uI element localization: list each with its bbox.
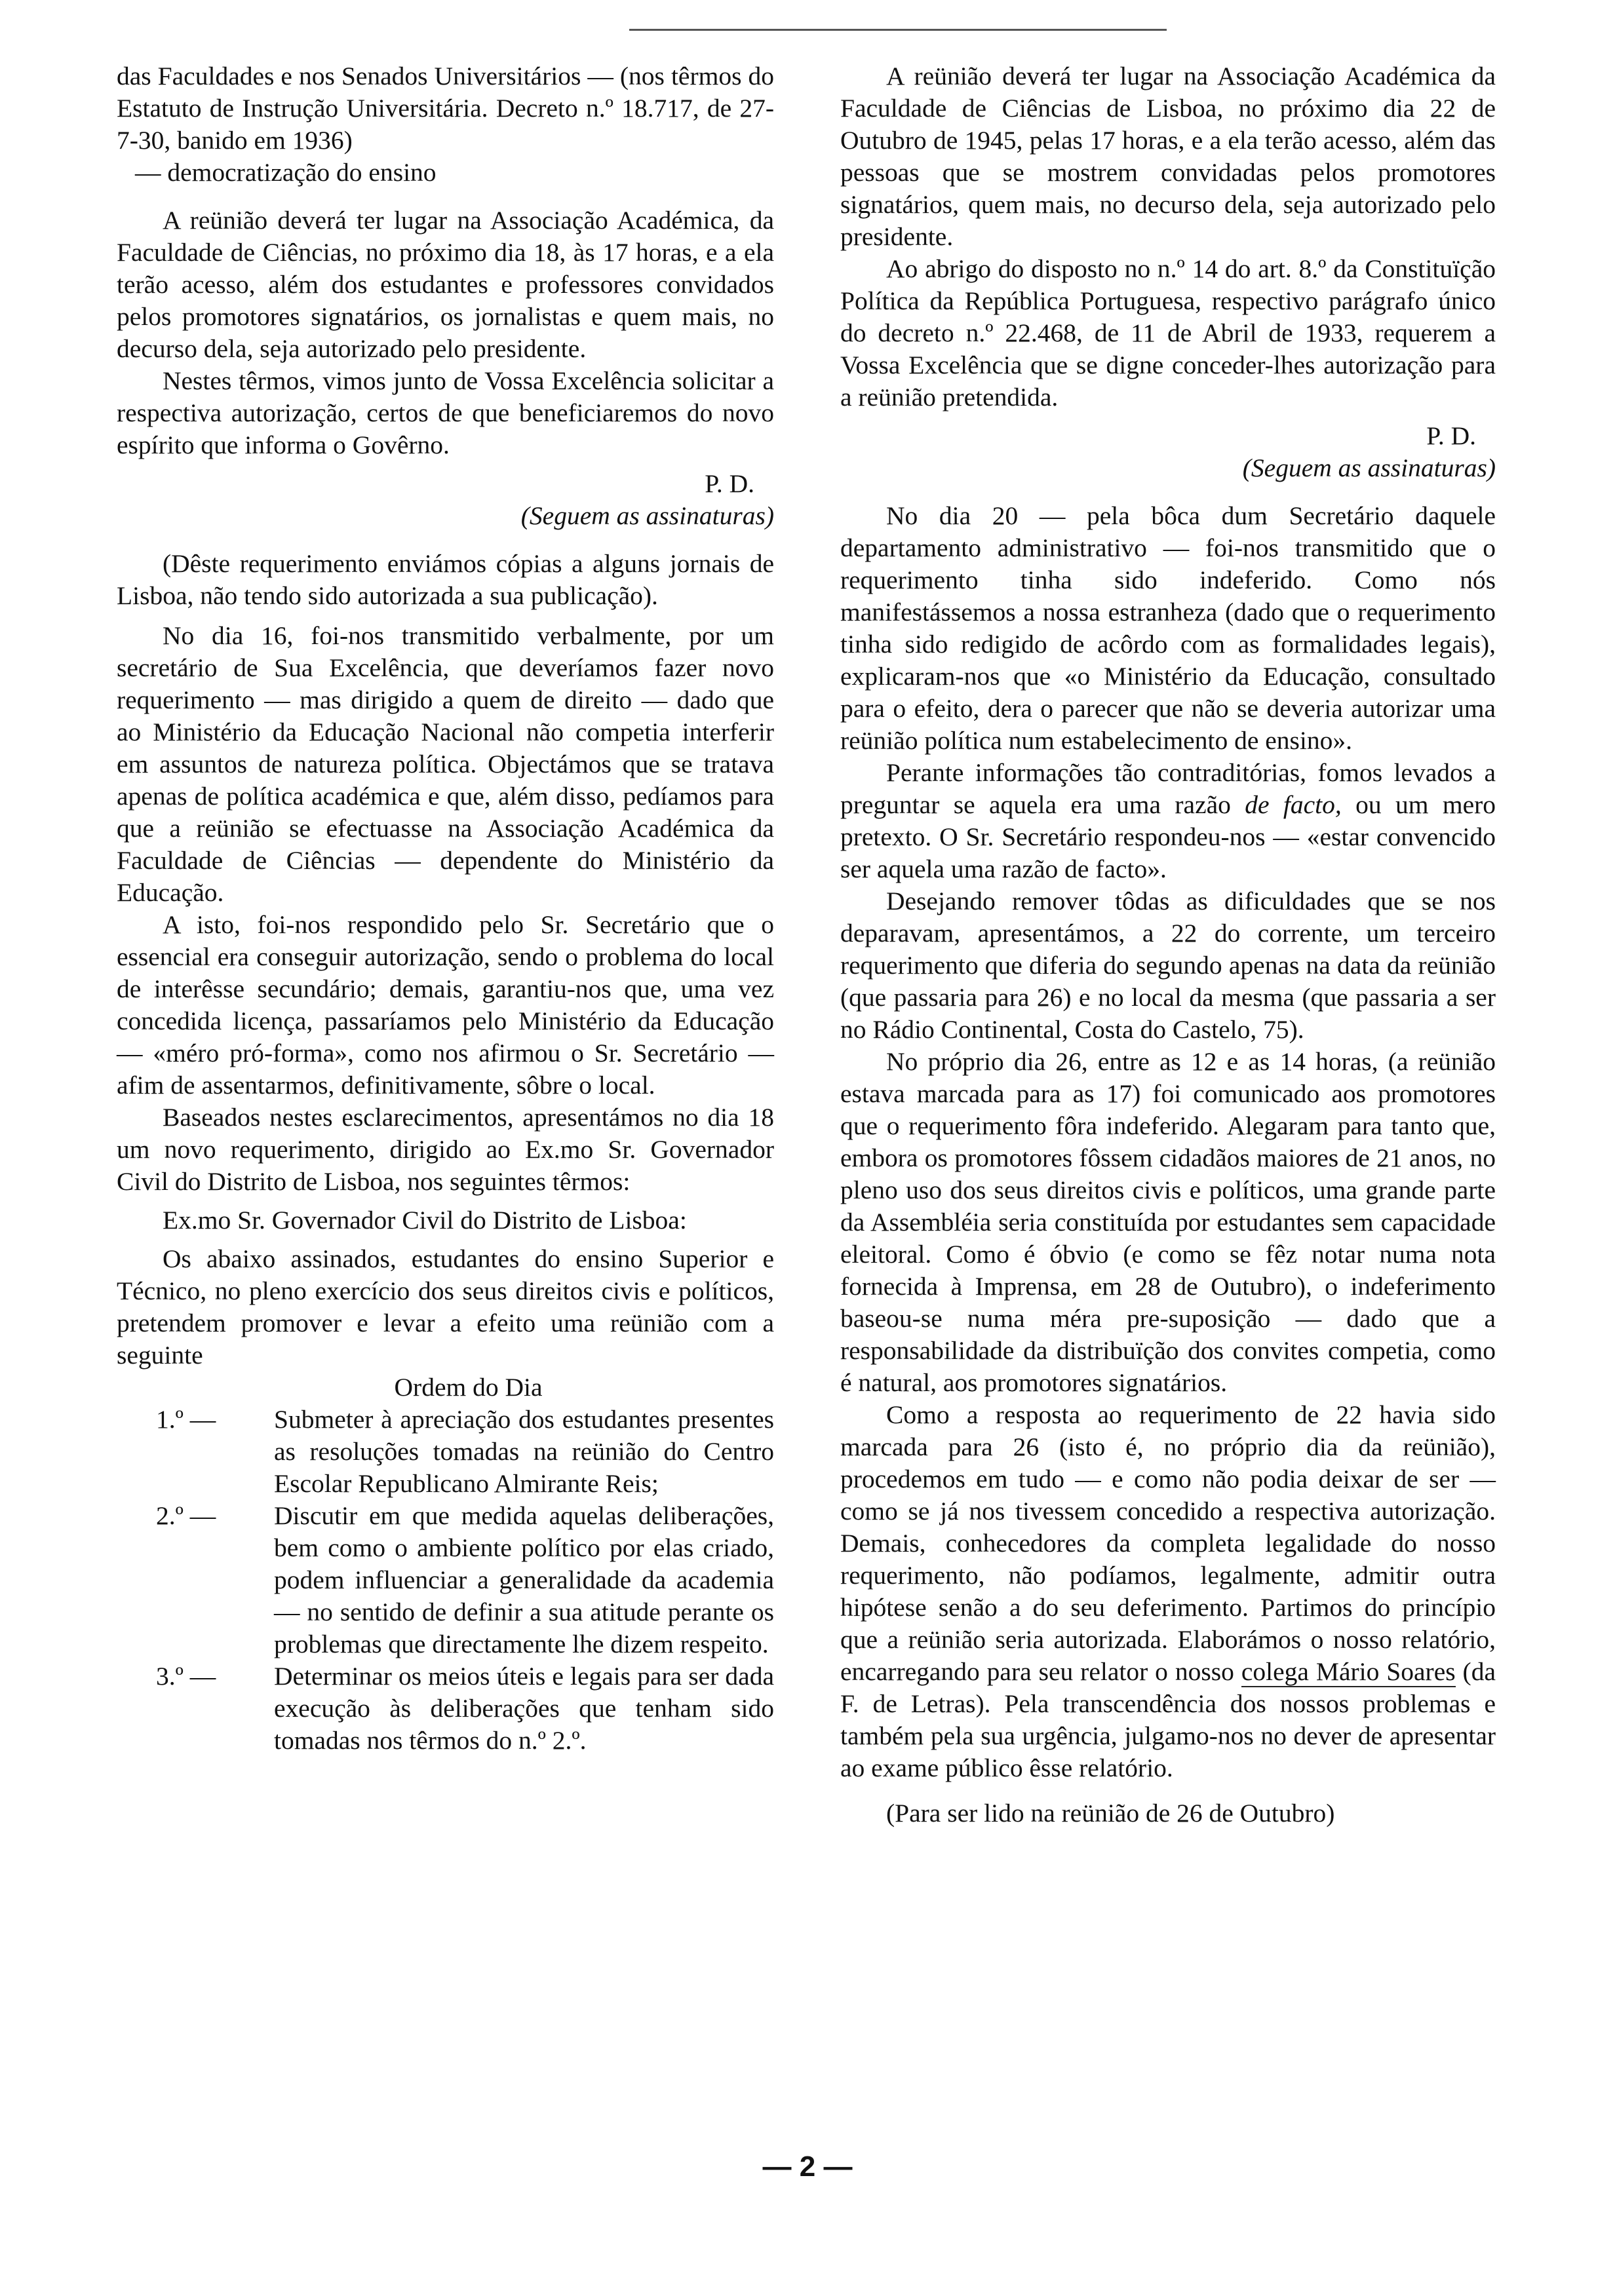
paragraph: Baseados nestes esclarecimentos, apresentámos no dia 18 um novo requerimento, dirigido ao Ex.mo Sr. Governador Civil do Distrito de Lisboa, nos seguintes têrmos: — [117, 1103, 774, 1196]
address-line: Ex.mo Sr. Governador Civil do Distrito de Lisboa: — [163, 1206, 687, 1234]
paragraph: Os abaixo assinados, estudantes do ensino Superior e Técnico, no pleno exercício dos seus direitos civis e políticos, pretendem promover e levar a efeito uma reünião com a seguinte — [117, 1244, 774, 1369]
list-item: 2.º — Discutir em que medida aquelas deliberações, bem como o ambiente político por elas criado, podem influenciar a generalidade da academia — no sentido de definir a sua atitude perante os problemas que directamente lhe dizem respeito. — [156, 1501, 774, 1658]
paragraph: Desejando remover tôdas as dificuldades que se nos deparavam, apresentámos, a 22 do corrente, um terceiro requerimento que diferia do segundo apenas na data da reünião (que passaria para 26) e no local da mesma (que passaria a ser no Rádio Continental, Costa do Castelo, 75). — [840, 887, 1496, 1044]
paragraph: No dia 20 — pela bôca dum Secretário daquele departamento administrativo — foi-nos transmitido que o requerimento tinha sido indeferido. Como nós manifestássemos a nossa estranheza (dado que o requerimento tinha sido redigido de acôrdo com as formalidades legais), explicaram-nos que «o Ministério da Educação, consultado para o efeito, dera o parecer que não se deveria autorizar uma reünião política num estabelecimento de ensino». — [840, 501, 1496, 755]
left-column — [117, 60, 774, 1757]
signatures-note: (Seguem as assinaturas) — [520, 501, 774, 530]
paragraph: Ao abrigo do disposto no n.º 14 do art. 8.º da Constituïção Política da República Portuguesa, respectivo parágrafo único do decreto n.º 22.468, de 11 de Abril de 1933, requerem a Vossa Excelência que se digne conceder-lhes autorização para a reünião pretendida. — [840, 254, 1496, 411]
paragraph: (Dêste requerimento enviámos cópias a alguns jornais de Lisboa, não tendo sido autorizada a sua publicação). — [117, 549, 774, 610]
right-column — [840, 60, 1496, 1829]
paragraph: No dia 16, foi-nos transmitido verbalmente, por um secretário de Sua Excelência, que deveríamos fazer novo requerimento — mas dirigido a quem de direito — dado que ao Ministério da Educação Nacional não competia interferir em assuntos de natureza política. Objectámos que se tratava apenas de política académica e que, além disso, pedíamos para que a reünião se efectuasse na Associação Académica da Faculdade de Ciências — dependente do Ministério da Educação. — [117, 621, 774, 907]
ordem-do-dia-title: Ordem do Dia — [394, 1373, 543, 1402]
paragraph: A reünião deverá ter lugar na Associação Académica, da Faculdade de Ciências, no próximo dia 18, às 17 horas, e a ela terão acesso, além dos estudantes e professores convidados pelos promotores signatários, os jornalistas e quem mais, no decurso dela, seja autorizado pelo presidente. — [117, 206, 774, 363]
paragraph: — democratização do ensino — [135, 158, 437, 187]
paragraph: Perante informações tão contraditórias, fomos levados a preguntar se aquela era uma razão de facto, ou um mero pretexto. O Sr. Secretário respondeu-nos — «estar convencido ser aquela uma razão de facto». — [840, 758, 1496, 883]
paragraph: No próprio dia 26, entre as 12 e as 14 horas, (a reünião estava marcada para as 17) foi comunicado aos promotores que o requerimento fôra indeferido. Alegaram para tanto que, embora os promotores fôssem cidadãos maiores de 21 anos, no pleno uso dos seus direitos civis e políticos, uma grande parte da Assembléia seria constituída por estudantes sem capacidade eleitoral. Como é óbvio (e como se fêz notar numa nota fornecida à Imprensa, em 28 de Outubro), o indeferimento baseou-se numa méra pre-suposição — dado que a responsabilidade da distribuïção dos convites competia, como é natural, aos promotores signatários. — [840, 1047, 1496, 1397]
pd-mark: P. D. — [1426, 421, 1476, 450]
list-item: 1.º — Submeter à apreciação dos estudantes presentes as resoluções tomadas na reünião do Centro Escolar Republicano Almirante Reis; — [156, 1405, 774, 1498]
paragraph: A reünião deverá ter lugar na Associação Académica da Faculdade de Ciências de Lisboa, no próximo dia 22 de Outubro de 1945, pelas 17 horas, e a ela terão acesso, além das pessoas que se mostrem convidadas pelos promotores signatários, quem mais, no decurso dela, seja autorizado pelo presidente. — [840, 62, 1496, 251]
closing-note: (Para ser lido na reünião de 26 de Outubro) — [886, 1799, 1335, 1827]
pd-mark: P. D. — [705, 469, 754, 498]
paragraph: Como a resposta ao requerimento de 22 havia sido marcada para 26 (isto é, no próprio dia da reünião), procedemos em tudo — e como não podia deixar de ser — como se já nos tivessem concedido a respectiva autorização. Demais, conhecedores da completa legalidade do nosso requerimento, não podíamos, legalmente, admitir outra hipótese senão a do seu deferimento. Partimos do princípio que a reünião seria autorizada. Elaborámos o nosso relatório, encarregando para seu relator o nosso colega Mário Soares (da F. de Letras). Pela transcendência dos nossos problemas e também pela sua urgência, julgamo-nos no dever de apresentar ao exame público êsse relatório. — [840, 1400, 1496, 1782]
paragraph: Nestes têrmos, vimos junto de Vossa Excelência solicitar a respectiva autorização, certos de que beneficiaremos do novo espírito que informa o Govêrno. — [117, 366, 774, 459]
header-rule — [629, 29, 1167, 31]
signatures-note: (Seguem as assinaturas) — [1242, 453, 1496, 482]
paragraph: A isto, foi-nos respondido pelo Sr. Secretário que o essencial era conseguir autorização, sendo o problema do local de interêsse secundário; demais, garantiu-nos que, uma vez concedida licença, passaríamos pelo Ministério da Educação — «méro pró-forma», como nos afirmou o Sr. Secretário — afim de assentarmos, definitivamente, sôbre o local. — [117, 910, 774, 1100]
page-number: — 2 — — [762, 2151, 853, 2183]
list-item: 3.º — Determinar os meios úteis e legais para ser dada execução às deliberações que tenham sido tomadas nos têrmos do n.º 2.º. — [156, 1662, 774, 1755]
paragraph: das Faculdades e nos Senados Universitários — (nos têrmos do Estatuto de Instrução Universitária. Decreto n.º 18.717, de 27-7-30, banido em 1936) — [117, 62, 774, 155]
